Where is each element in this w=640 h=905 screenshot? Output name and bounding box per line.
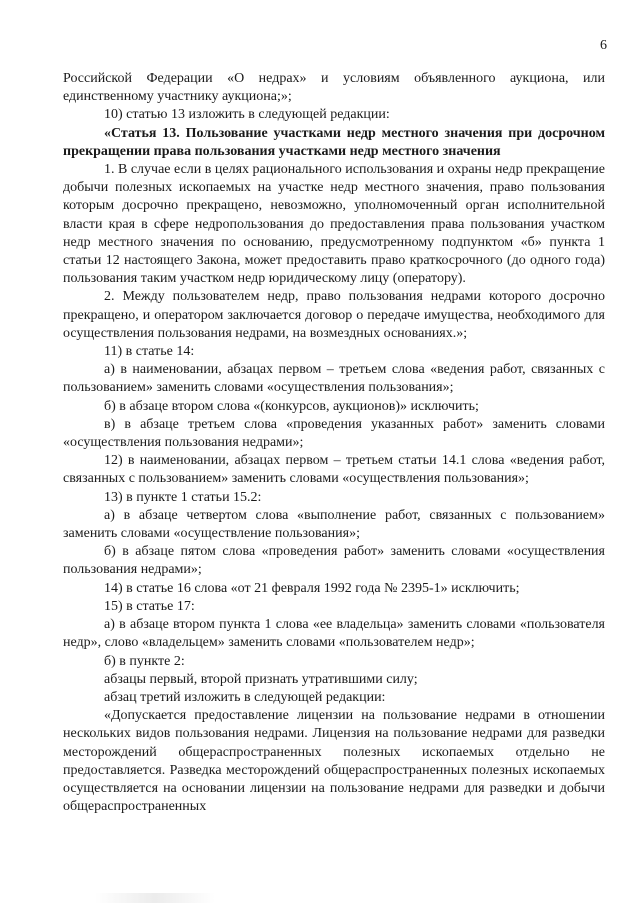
scan-shadow <box>95 893 215 903</box>
paragraph: а) в наименовании, абзацах первом – третьем слова «ведения работ, связанных с пользованием» заменить словами «осуществления пользования»; <box>63 362 605 396</box>
paragraph: а) в абзаце втором пункта 1 слова «ее владельца» заменить словами «пользователя недр», слово «владельцем» заменить словами «пользователем недр»; <box>63 617 605 651</box>
paragraph: 11) в статье 14: <box>104 344 195 360</box>
paragraph: а) в абзаце четвертом слова «выполнение работ, связанных с пользованием» заменить словами «осуществление пользования»; <box>63 507 605 542</box>
paragraph: 13) в пункте 1 статьи 15.2: <box>104 489 262 505</box>
paragraph: 2. Между пользователем недр, право пользования недрами которого досрочно прекращено, и оператором заключается договор о передаче имущества, необходимого для осуществления пользования недрами, на возмездных основаниях.»; <box>63 289 605 341</box>
paragraph: абзац третий изложить в следующей редакции: <box>104 689 386 705</box>
paragraph: Российской Федерации «О недрах» и условиям объявленного аукциона, или единственному участнику аукциона;»; <box>63 71 605 105</box>
paragraph: 10) статью 13 изложить в следующей редакции: <box>104 107 390 123</box>
paragraph: 12) в наименовании, абзацах первом – третьем статьи 14.1 слова «ведения работ, связанных с пользованием» заменить словами «осуществления пользования»; <box>63 453 605 487</box>
page-number: 6 <box>600 38 607 53</box>
paragraph: б) в пункте 2: <box>104 653 185 669</box>
paragraph: б) в абзаце втором слова «(конкурсов, аукционов)» исключить; <box>104 398 479 414</box>
paragraph: 1. В случае если в целях рационального использования и охраны недр прекращение добычи полезных ископаемых на участке недр местного значения, право пользования которым досрочно прекращено, невозможно, уполномоченный орган исполнительной власти края в сфере недропользования до предоставления права пользования участком недр местного значения по основанию, предусмотренному подпунктом «б» пункта 1 статьи 12 настоящего Закона, может предоставить право краткосрочного (до одного года) пользования таким участком недр юридическому лицу (оператору). <box>63 162 605 287</box>
paragraph: 14) в статье 16 слова «от 21 февраля 1992 года № 2395-1» исключить; <box>104 580 520 596</box>
document-body <box>63 70 605 816</box>
paragraph: абзацы первый, второй признать утратившими силу; <box>104 671 418 687</box>
paragraph: 15) в статье 17: <box>104 598 195 614</box>
paragraph: б) в абзаце пятом слова «проведения работ» заменить словами «осуществления пользования недрами»; <box>63 544 605 578</box>
paragraph: «Допускается предоставление лицензии на пользование недрами в отношении нескольких видов пользования недрами. Лицензия на пользование недрами для разведки месторождений общераспространенных полезных ископаемых отдельно не предоставляется. Разведка месторождений общераспространенных полезных ископаемых осуществляется на основании лицензии на пользование недрами для разведки и добычи общераспространенных <box>63 708 605 815</box>
article-heading: «Статья 13. Пользование участками недр местного значения при досрочном прекращении права пользования участками недр местного значения <box>63 125 605 159</box>
paragraph: в) в абзаце третьем слова «проведения указанных работ» заменить словами «осуществления пользования недрами»; <box>63 416 605 451</box>
